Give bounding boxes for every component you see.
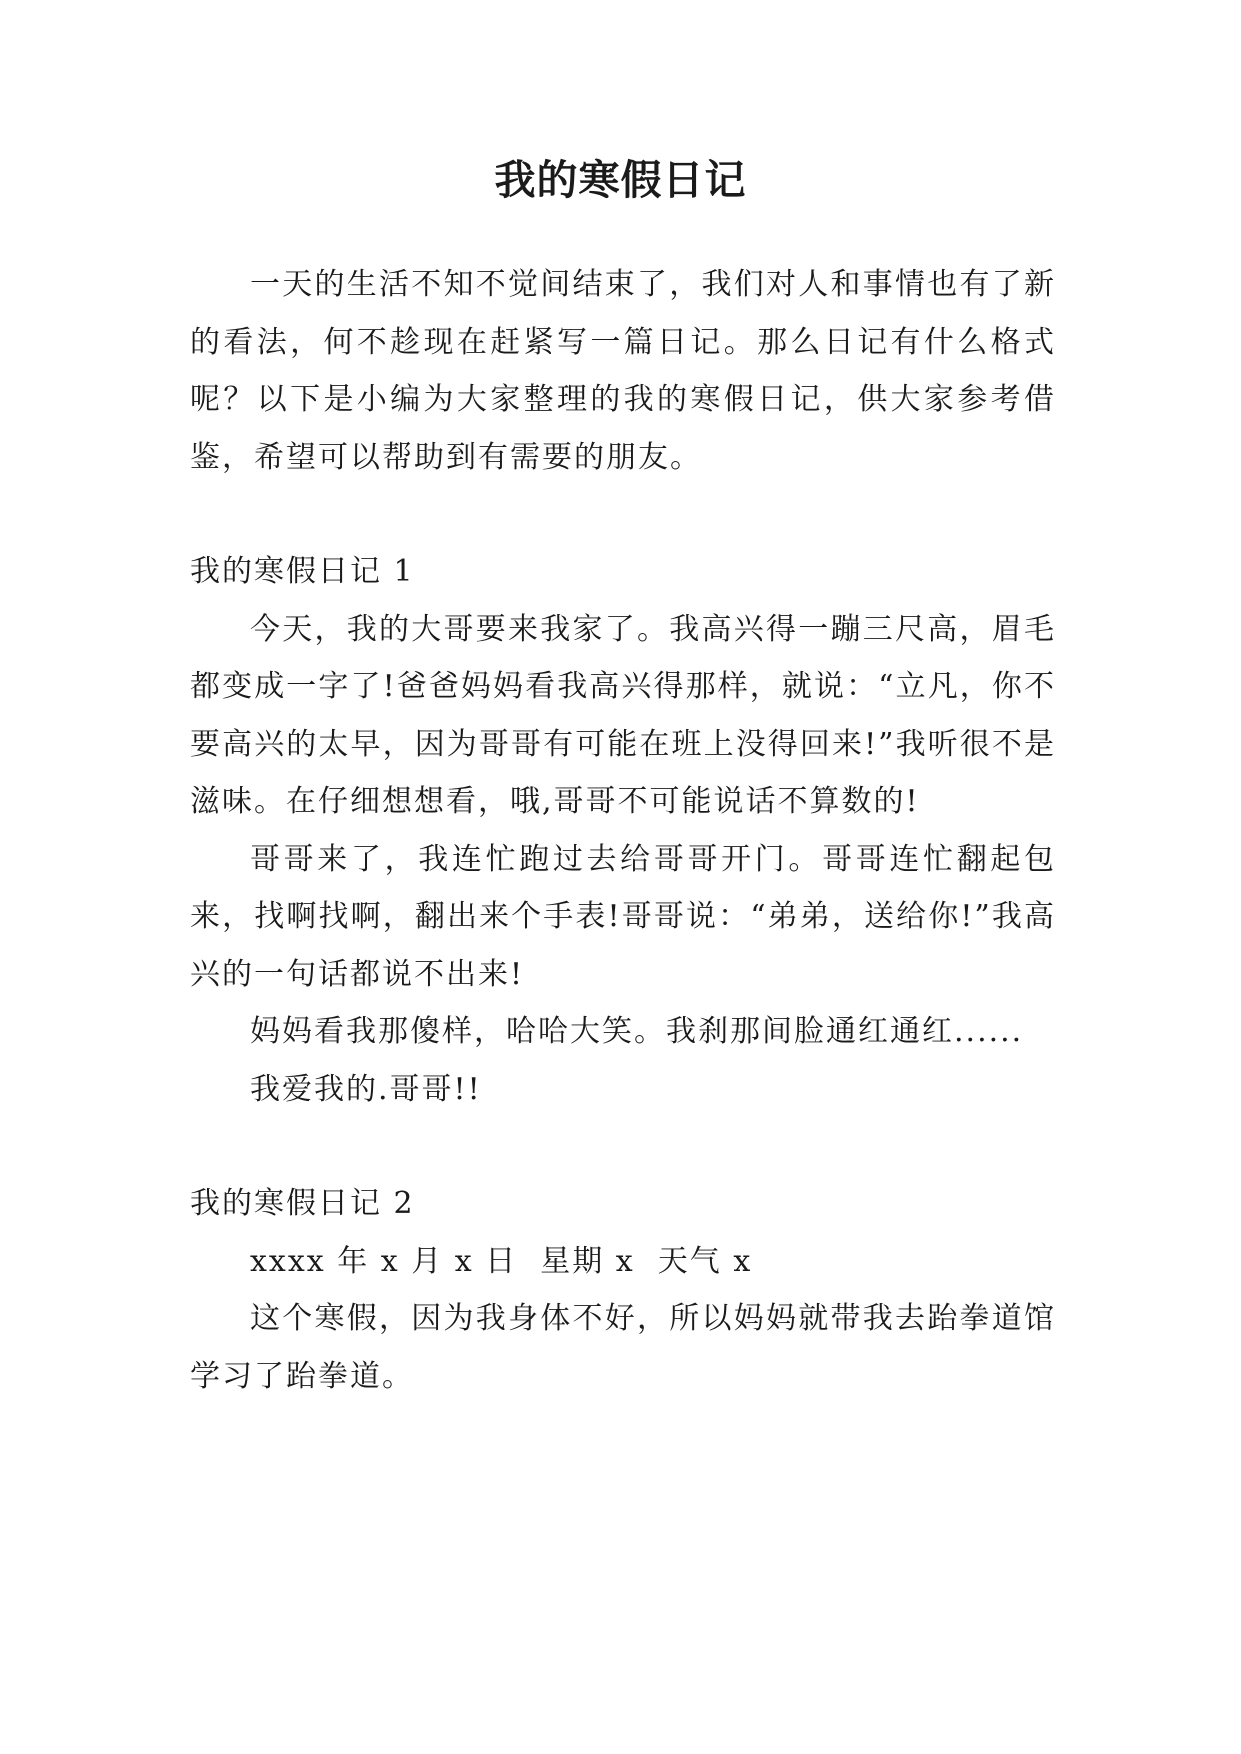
entry-date-line: xxxx 年 x 月 x 日 星期 x 天气 x — [250, 1243, 753, 1279]
section-gap — [190, 486, 1056, 543]
entry-paragraph: 这个寒假，因为我身体不好，所以妈妈就带我去跆拳道馆学习了跆拳道。 — [190, 1301, 1056, 1394]
entry-paragraph: 我爱我的.哥哥!! — [250, 1071, 482, 1107]
intro-paragraph: 一天的生活不知不觉间结束了，我们对人和事情也有了新的看法，何不趁现在赶紧写一篇日记。那么日记有什么格式呢？以下是小编为大家整理的我的寒假日记，供大家参考借鉴，希望可以帮助到有需要的朋友。 — [190, 267, 1056, 475]
diary-entry-2 — [190, 1175, 1056, 1405]
entry-heading: 我的寒假日记 1 — [190, 554, 415, 589]
document-title: 我的寒假日记 — [494, 156, 747, 204]
entry-heading: 我的寒假日记 2 — [190, 1186, 415, 1221]
section-gap — [190, 1118, 1056, 1175]
entry-paragraph: 哥哥来了，我连忙跑过去给哥哥开门。哥哥连忙翻起包来，找啊找啊，翻出来个手表!哥哥说：“弟弟，送给你!”我高兴的一句话都说不出来! — [190, 841, 1056, 992]
entry-paragraph: 妈妈看我那傻样，哈哈大笑。我刹那间脸通红通红...... — [250, 1014, 1024, 1049]
document-body — [190, 256, 1056, 1405]
entry-paragraph: 今天，我的大哥要来我家了。我高兴得一蹦三尺高，眉毛都变成一字了!爸爸妈妈看我高兴得那样，就说：“立凡，你不要高兴的太早，因为哥哥有可能在班上没得回来!”我听很不是滋味。在仔细想想看，哦,哥哥不可能说话不算数的! — [190, 611, 1056, 819]
diary-entry-1 — [190, 543, 1056, 1118]
